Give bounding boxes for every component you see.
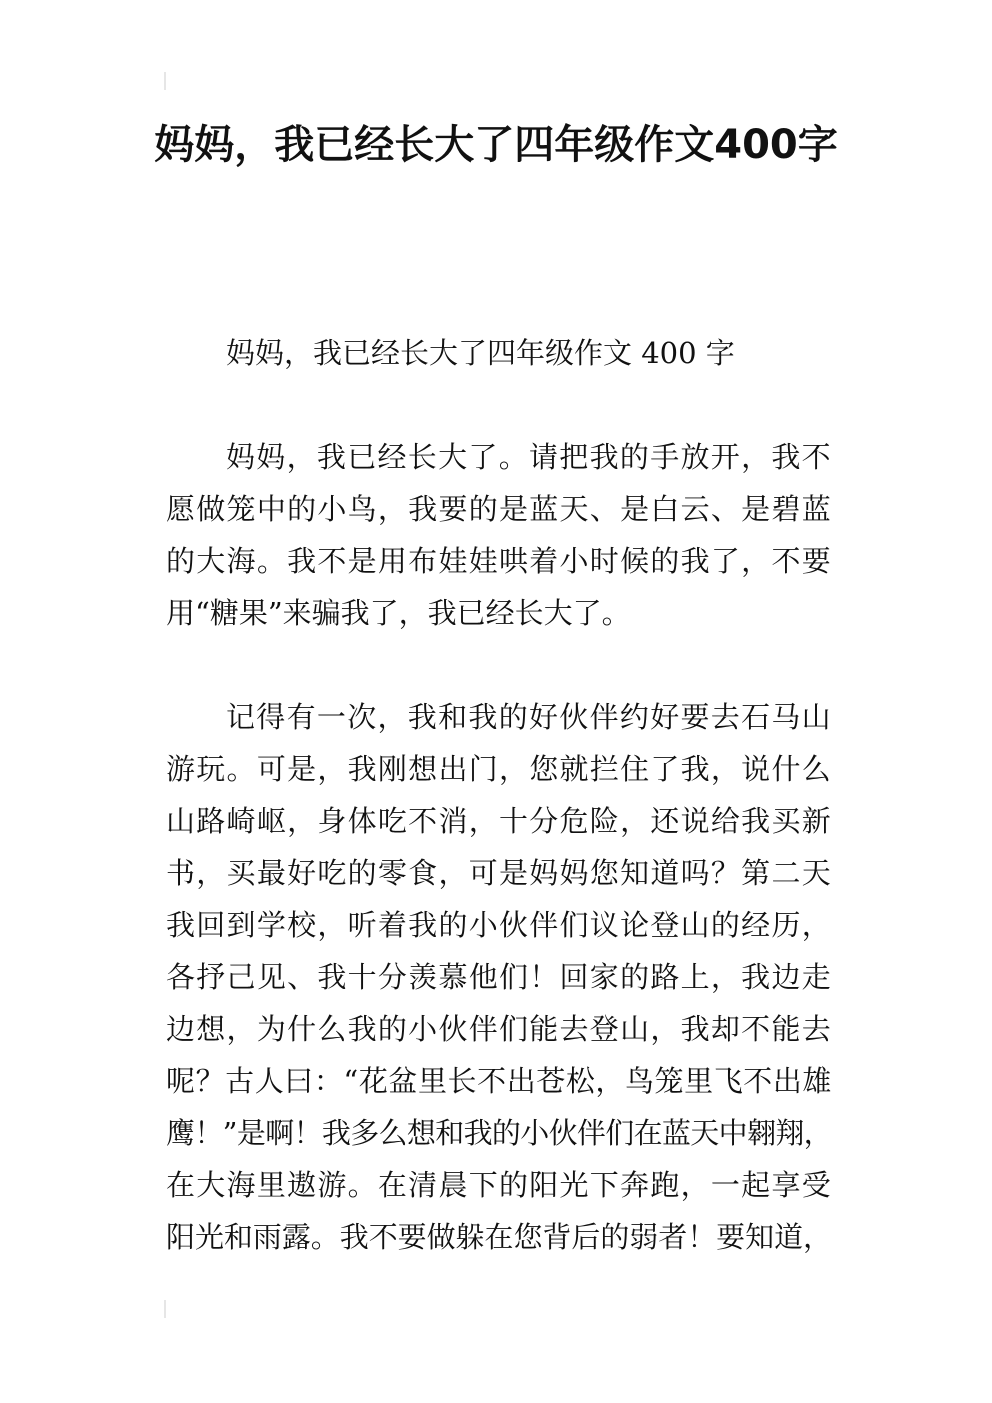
paragraph-line: 游玩。可是，我刚想出门，您就拦住了我，说什么 bbox=[166, 752, 832, 786]
subtitle: 妈妈，我已经长大了四年级作文 400 字 bbox=[226, 336, 735, 370]
paragraph-line: 记得有一次，我和我的好伙伴约好要去石马山 bbox=[226, 700, 832, 734]
paragraph-line: 在大海里遨游。在清晨下的阳光下奔跑，一起享受 bbox=[166, 1168, 832, 1202]
paragraph-line: 阳光和雨露。我不要做躲在您背后的弱者！要知道， bbox=[166, 1220, 832, 1254]
paragraph-line: 各抒己见、我十分羡慕他们！回家的路上，我边走 bbox=[166, 960, 832, 994]
paragraph-line: 妈妈，我已经长大了。请把我的手放开，我不 bbox=[226, 440, 832, 474]
paragraph-line: 边想，为什么我的小伙伴们能去登山，我却不能去 bbox=[166, 1012, 832, 1046]
paragraph-line: 的大海。我不是用布娃娃哄着小时候的我了，不要 bbox=[166, 544, 832, 578]
paragraph-line: 呢？古人曰：“花盆里长不出苍松，鸟笼里飞不出雄 bbox=[166, 1064, 832, 1098]
paragraph-line: 书，买最好吃的零食，可是妈妈您知道吗？第二天 bbox=[166, 856, 832, 890]
page-corner-mark bbox=[164, 72, 166, 90]
paragraph-line: 山路崎岖，身体吃不消，十分危险，还说给我买新 bbox=[166, 804, 832, 838]
paragraph-line: 愿做笼中的小鸟，我要的是蓝天、是白云、是碧蓝 bbox=[166, 492, 832, 526]
paragraph-line: 鹰！”是啊！我多么想和我的小伙伴们在蓝天中翱翔， bbox=[166, 1116, 832, 1150]
paragraph-line: 用“糖果”来骗我了，我已经长大了。 bbox=[166, 596, 631, 630]
paragraph-line: 我回到学校，听着我的小伙伴们议论登山的经历， bbox=[166, 908, 832, 942]
page-corner-mark bbox=[164, 1300, 166, 1318]
document-title: 妈妈，我已经长大了四年级作文400字 bbox=[154, 122, 838, 168]
